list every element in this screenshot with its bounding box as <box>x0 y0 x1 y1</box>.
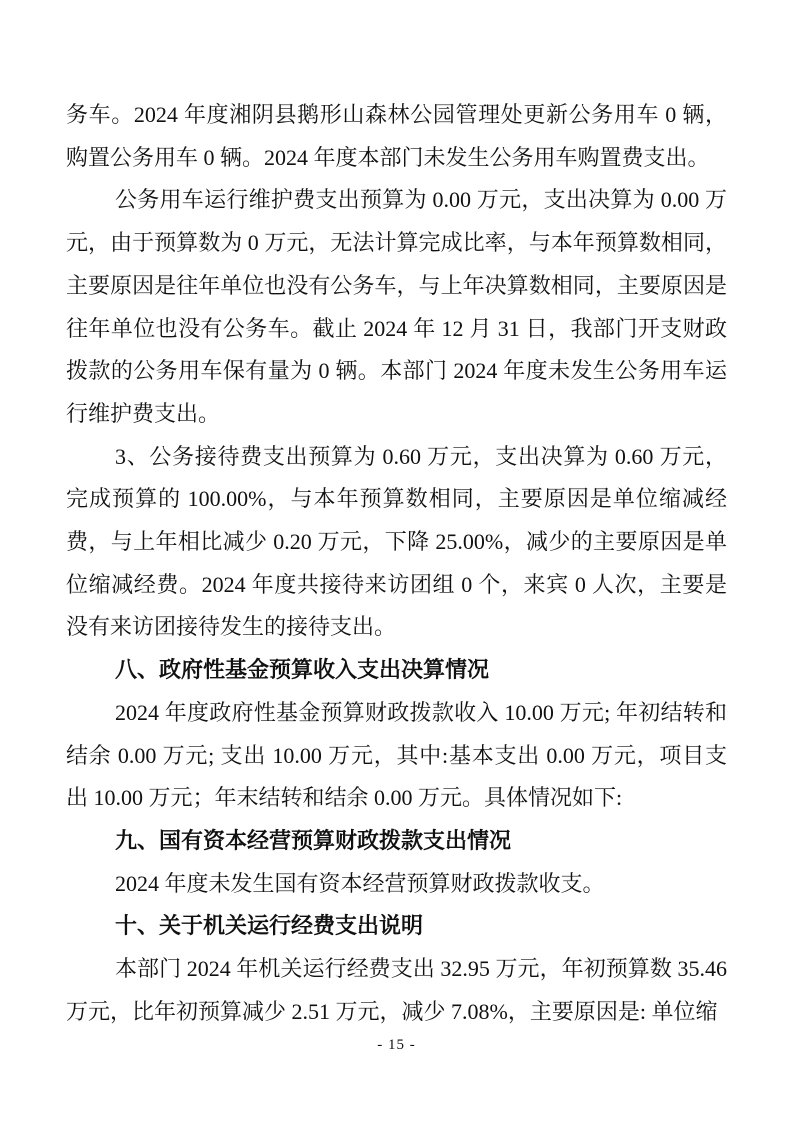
heading-section-10-agency-operating-expense: 十、关于机关运行经费支出说明 <box>115 913 424 939</box>
paragraph-vehicle-maintenance-expense: 公务用车运行维护费支出预算为 0.00 万元，支出决算为 0.00 万元，由于预算数为 0 万元，无法计算完成比率，与本年预算数相同，主要原因是往年单位也没有公务车，与上年决算数相同，主要原因是往年单位也没有公务车。截止 2024 年 12 月 31 日，我部门开支财政拨款的公务用车保有量为 0 辆。本部门 2024 年度未发生公务用车运行维护费支出。 <box>66 187 727 426</box>
heading-section-8-government-fund-budget: 八、政府性基金预算收入支出决算情况 <box>115 657 490 683</box>
paragraph-state-capital-budget-details: 2024 年度未发生国有资本经营预算财政拨款收支。 <box>115 870 605 896</box>
paragraph-official-reception-expense: 3、公务接待费支出预算为 0.60 万元，支出决算为 0.60 万元，完成预算的 100.00%，与本年预算数相同，主要原因是单位缩减经费，与上年相比减少 0.20 万元，下降 25.00%，减少的主要原因是单位缩减经费。2024 年度共接待来访团组 0 个，来宾 0 人次，主要是没有来访团接待发生的接待支出。 <box>66 443 727 640</box>
heading-section-9-state-capital-budget: 九、国有资本经营预算财政拨款支出情况 <box>115 827 512 853</box>
paragraph-government-fund-budget-details: 2024 年度政府性基金预算财政拨款收入 10.00 万元; 年初结转和结余 0.00 万元; 支出 10.00 万元，其中:基本支出 0.00 万元，项目支出 10.00 万元；年末结转和结余 0.00 万元。具体情况如下: <box>66 699 727 811</box>
paragraph-vehicle-purchase-continuation: 务车。2024 年度湘阴县鹅形山森林公园管理处更新公务用车 0 辆，购置公务用车 0 辆。2024 年度本部门未发生公务用车购置费支出。 <box>66 102 727 170</box>
paragraph-agency-operating-expense-details: 本部门 2024 年机关运行经费支出 32.95 万元，年初预算数 35.46 万元，比年初预算减少 2.51 万元，减少 7.08%，主要原因是: 单位缩 <box>66 956 727 1024</box>
page-number: - 15 - <box>377 1037 416 1053</box>
